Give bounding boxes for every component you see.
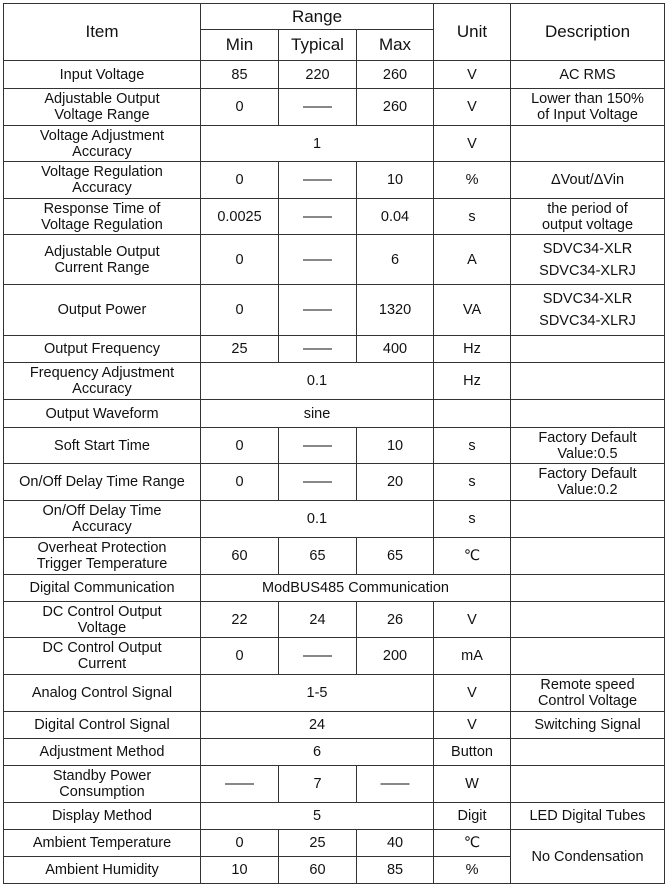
max-cell: 1320 — [357, 285, 434, 336]
range-span-cell: 0.1 — [201, 363, 434, 400]
table-row — [4, 675, 665, 712]
max-cell: 10 — [357, 428, 434, 464]
unit-cell: % — [434, 857, 511, 884]
table-row — [4, 739, 665, 766]
typical-cell: 220 — [279, 61, 357, 89]
description-cell: SDVC34-XLR SDVC34-XLRJ — [511, 235, 665, 285]
unit-cell: VA — [434, 285, 511, 336]
item-cell: Adjustable Output Current Range — [4, 235, 201, 285]
typical-cell: 24 — [279, 602, 357, 638]
table-row — [4, 464, 665, 501]
max-cell: 260 — [357, 61, 434, 89]
header-unit: Unit — [434, 4, 511, 61]
item-cell: Digital Control Signal — [4, 712, 201, 739]
unit-cell: W — [434, 766, 511, 803]
table-row — [4, 712, 665, 739]
table-row — [4, 602, 665, 638]
typical-cell: —— — [279, 199, 357, 235]
header-item: Item — [4, 4, 201, 61]
item-cell: Voltage Adjustment Accuracy — [4, 126, 201, 162]
unit-cell: s — [434, 464, 511, 501]
header-max: Max — [357, 30, 434, 61]
min-cell: 0 — [201, 428, 279, 464]
min-cell: 85 — [201, 61, 279, 89]
description-cell — [511, 739, 665, 766]
unit-cell: V — [434, 89, 511, 126]
max-cell: 26 — [357, 602, 434, 638]
max-cell: 85 — [357, 857, 434, 884]
unit-cell: V — [434, 126, 511, 162]
item-cell: Analog Control Signal — [4, 675, 201, 712]
typical-cell: —— — [279, 89, 357, 126]
description-cell — [511, 538, 665, 575]
unit-cell: V — [434, 712, 511, 739]
item-cell: Overheat Protection Trigger Temperature — [4, 538, 201, 575]
item-cell: Voltage Regulation Accuracy — [4, 162, 201, 199]
description-cell: ΔVout/ΔVin — [511, 162, 665, 199]
unit-cell: s — [434, 199, 511, 235]
description-cell: Lower than 150% of Input Voltage — [511, 89, 665, 126]
item-cell: Standby Power Consumption — [4, 766, 201, 803]
typical-cell: 25 — [279, 830, 357, 857]
description-cell — [511, 501, 665, 538]
unit-cell: Hz — [434, 363, 511, 400]
range-span-cell: 1 — [201, 126, 434, 162]
description-cell: AC RMS — [511, 61, 665, 89]
unit-cell: V — [434, 61, 511, 89]
range-span-cell: 5 — [201, 803, 434, 830]
table-row — [4, 830, 665, 857]
item-cell: Frequency Adjustment Accuracy — [4, 363, 201, 400]
description-cell: Switching Signal — [511, 712, 665, 739]
description-cell — [511, 638, 665, 675]
min-cell: —— — [201, 766, 279, 803]
max-cell: 260 — [357, 89, 434, 126]
description-cell: SDVC34-XLR SDVC34-XLRJ — [511, 285, 665, 336]
item-cell: Adjustment Method — [4, 739, 201, 766]
typical-cell: —— — [279, 162, 357, 199]
max-cell: 400 — [357, 336, 434, 363]
max-cell: —— — [357, 766, 434, 803]
min-cell: 25 — [201, 336, 279, 363]
item-cell: Ambient Humidity — [4, 857, 201, 884]
item-cell: Output Power — [4, 285, 201, 336]
min-cell: 0 — [201, 235, 279, 285]
unit-cell: A — [434, 235, 511, 285]
table-row — [4, 126, 665, 162]
description-cell — [511, 766, 665, 803]
item-cell: Response Time of Voltage Regulation — [4, 199, 201, 235]
table-row — [4, 501, 665, 538]
description-cell — [511, 602, 665, 638]
unit-cell: Button — [434, 739, 511, 766]
description-cell — [511, 363, 665, 400]
max-cell: 200 — [357, 638, 434, 675]
unit-cell: s — [434, 428, 511, 464]
description-cell — [511, 575, 665, 602]
typical-cell: —— — [279, 336, 357, 363]
unit-cell: Hz — [434, 336, 511, 363]
min-cell: 0 — [201, 464, 279, 501]
description-cell: LED Digital Tubes — [511, 803, 665, 830]
item-cell: On/Off Delay Time Range — [4, 464, 201, 501]
table-row — [4, 428, 665, 464]
unit-cell: ℃ — [434, 538, 511, 575]
table-row — [4, 235, 665, 285]
specification-table — [3, 3, 665, 884]
unit-cell: V — [434, 675, 511, 712]
description-cell: Factory Default Value:0.5 — [511, 428, 665, 464]
range-span-cell: 0.1 — [201, 501, 434, 538]
unit-cell — [434, 400, 511, 428]
typical-cell: —— — [279, 235, 357, 285]
typical-cell: —— — [279, 285, 357, 336]
item-cell: DC Control Output Current — [4, 638, 201, 675]
min-cell: 0 — [201, 89, 279, 126]
unit-cell: ℃ — [434, 830, 511, 857]
max-cell: 40 — [357, 830, 434, 857]
unit-cell: % — [434, 162, 511, 199]
table-row — [4, 400, 665, 428]
typical-cell: —— — [279, 638, 357, 675]
typical-cell: 60 — [279, 857, 357, 884]
header-description: Description — [511, 4, 665, 61]
description-cell: the period of output voltage — [511, 199, 665, 235]
description-cell — [511, 336, 665, 363]
table-row — [4, 638, 665, 675]
table-row — [4, 575, 665, 602]
item-cell: Output Frequency — [4, 336, 201, 363]
header-min: Min — [201, 30, 279, 61]
item-cell: Ambient Temperature — [4, 830, 201, 857]
max-cell: 65 — [357, 538, 434, 575]
typical-cell: 65 — [279, 538, 357, 575]
max-cell: 0.04 — [357, 199, 434, 235]
item-cell: DC Control Output Voltage — [4, 602, 201, 638]
table-row — [4, 285, 665, 336]
item-cell: Display Method — [4, 803, 201, 830]
min-cell: 0 — [201, 830, 279, 857]
max-cell: 6 — [357, 235, 434, 285]
table-row — [4, 89, 665, 126]
description-cell — [511, 126, 665, 162]
item-cell: On/Off Delay Time Accuracy — [4, 501, 201, 538]
table-row — [4, 803, 665, 830]
typical-cell: —— — [279, 428, 357, 464]
min-cell: 10 — [201, 857, 279, 884]
range-span-cell: 1-5 — [201, 675, 434, 712]
min-cell: 60 — [201, 538, 279, 575]
unit-cell: s — [434, 501, 511, 538]
min-cell: 22 — [201, 602, 279, 638]
description-cell — [511, 400, 665, 428]
table-row — [4, 162, 665, 199]
table-row — [4, 363, 665, 400]
typical-cell: —— — [279, 464, 357, 501]
table-row — [4, 61, 665, 89]
description-cell: No Condensation — [511, 830, 665, 884]
unit-cell: Digit — [434, 803, 511, 830]
header-range: Range — [201, 4, 434, 30]
item-cell: Output Waveform — [4, 400, 201, 428]
header-typical: Typical — [279, 30, 357, 61]
max-cell: 20 — [357, 464, 434, 501]
table-row — [4, 336, 665, 363]
description-cell: Factory Default Value:0.2 — [511, 464, 665, 501]
min-cell: 0.0025 — [201, 199, 279, 235]
range-span-cell: 6 — [201, 739, 434, 766]
item-cell: Adjustable Output Voltage Range — [4, 89, 201, 126]
max-cell: 10 — [357, 162, 434, 199]
table-row — [4, 199, 665, 235]
table-row — [4, 766, 665, 803]
min-cell: 0 — [201, 162, 279, 199]
range-span-cell: sine — [201, 400, 434, 428]
min-cell: 0 — [201, 285, 279, 336]
min-cell: 0 — [201, 638, 279, 675]
item-cell: Input Voltage — [4, 61, 201, 89]
item-cell: Soft Start Time — [4, 428, 201, 464]
description-cell: Remote speed Control Voltage — [511, 675, 665, 712]
unit-cell: V — [434, 602, 511, 638]
range-span-cell: ModBUS485 Communication — [201, 575, 511, 602]
unit-cell: mA — [434, 638, 511, 675]
range-span-cell: 24 — [201, 712, 434, 739]
typical-cell: 7 — [279, 766, 357, 803]
item-cell: Digital Communication — [4, 575, 201, 602]
table-row — [4, 538, 665, 575]
